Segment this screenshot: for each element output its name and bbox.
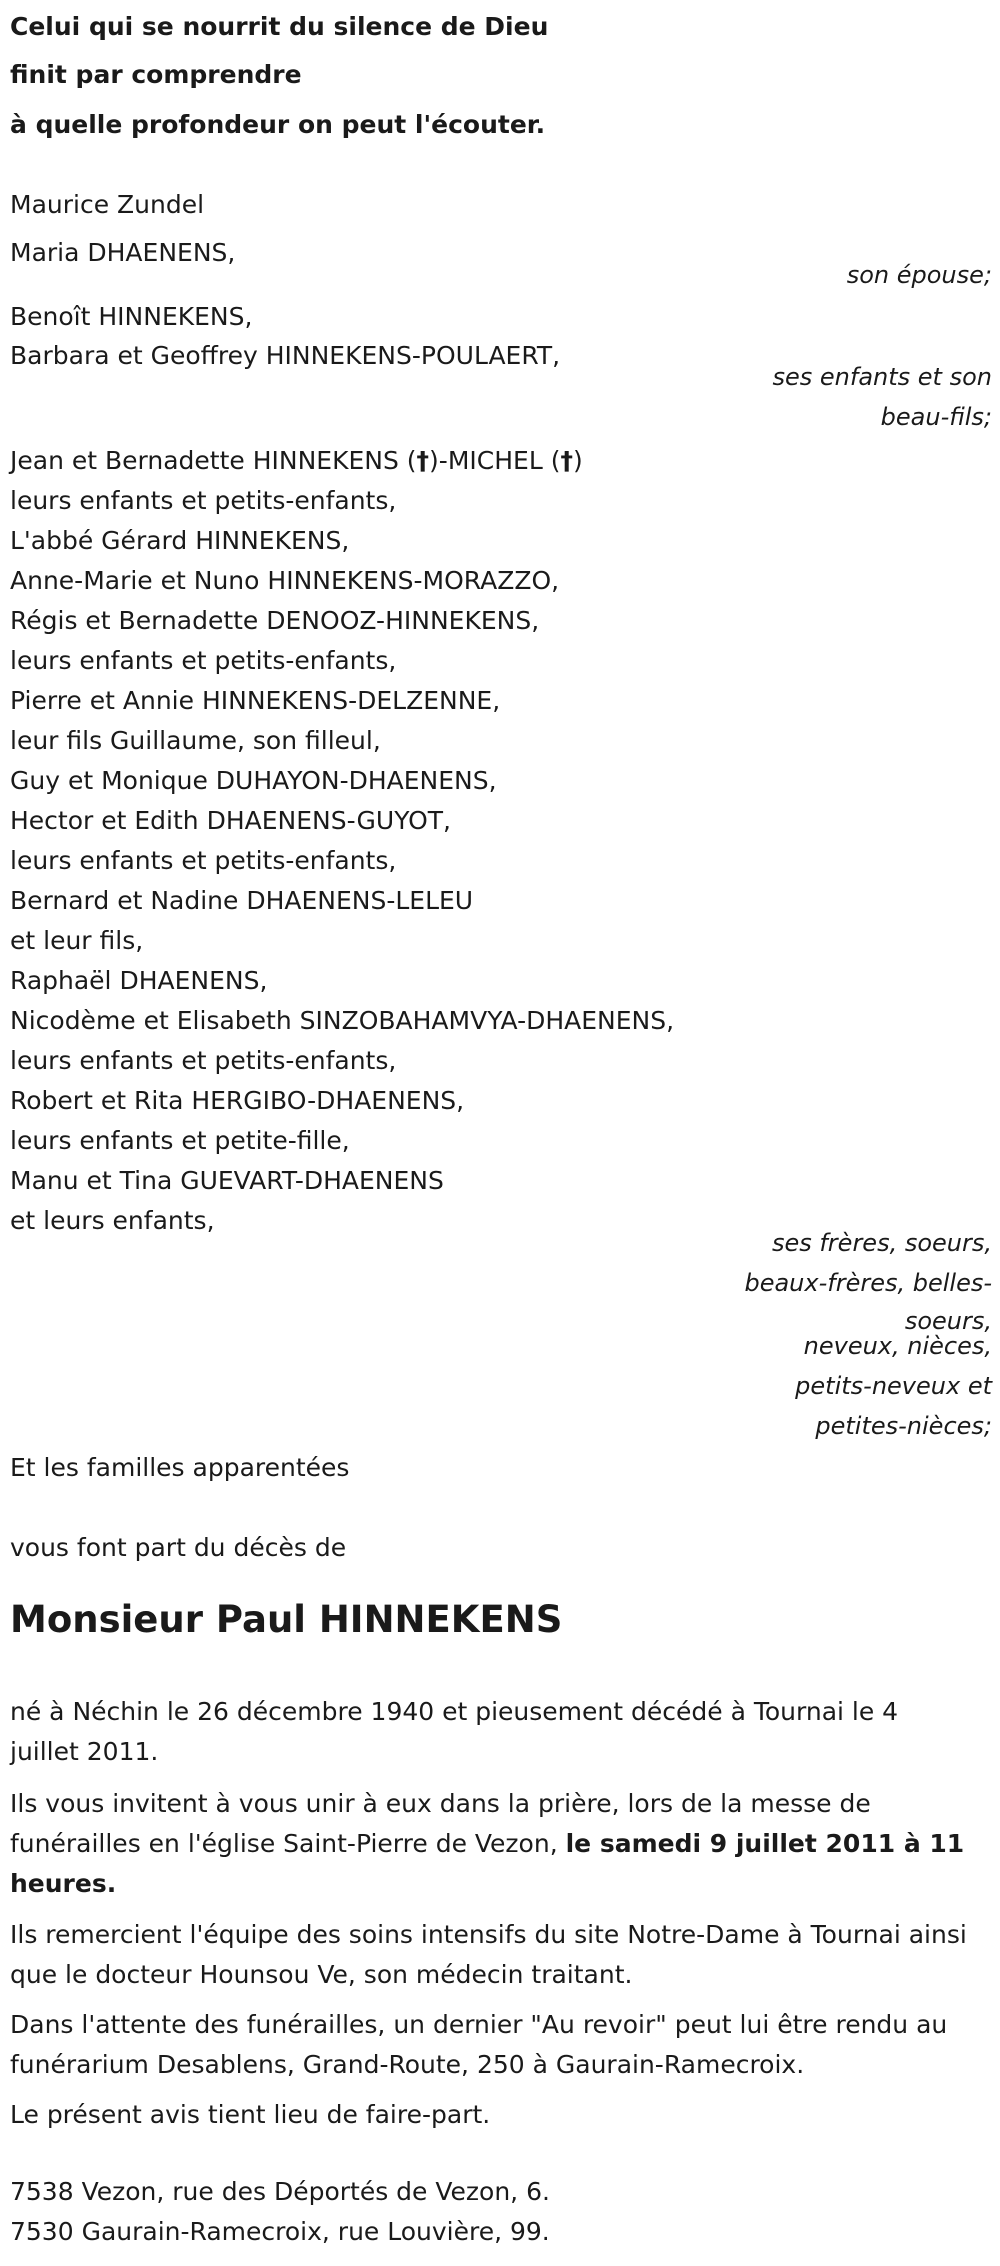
family-line: Anne-Marie et Nuno HINNEKENS-MORAZZO,	[10, 566, 560, 595]
cross-icon: †	[416, 446, 430, 475]
deceased-name: Monsieur Paul HINNEKENS	[10, 1598, 563, 1641]
children-line: Barbara et Geoffrey HINNEKENS-POULAERT,	[10, 341, 561, 370]
family-line-part: )	[572, 446, 583, 475]
quote-line: Celui qui se nourrit du silence de Dieu	[10, 12, 549, 41]
family-role: beaux-frères, belles-	[744, 1269, 992, 1297]
family-line: et leur fils,	[10, 926, 144, 955]
family-role: petites-nièces;	[815, 1412, 992, 1440]
family-line-part: Jean et Bernadette HINNEKENS (	[10, 446, 417, 475]
invitation	[10, 1784, 970, 1904]
family-line: Manu et Tina GUEVART-DHAENENS	[10, 1166, 444, 1195]
family-line: et leurs enfants,	[10, 1206, 215, 1235]
family-line: Hector et Edith DHAENENS-GUYOT,	[10, 806, 452, 835]
family-line: Pierre et Annie HINNEKENS-DELZENNE,	[10, 686, 501, 715]
family-line: leur fils Guillaume, son filleul,	[10, 726, 381, 755]
family-line: leurs enfants et petits-enfants,	[10, 646, 397, 675]
family-line: leurs enfants et petite-fille,	[10, 1126, 350, 1155]
family-role: neveux, nièces,	[803, 1332, 992, 1360]
family-line: Régis et Bernadette DENOOZ-HINNEKENS,	[10, 606, 540, 635]
address-line: 7530 Gaurain-Ramecroix, rue Louvière, 99.	[10, 2217, 550, 2246]
family-line: Nicodème et Elisabeth SINZOBAHAMVYA-DHAENENS,	[10, 1006, 675, 1035]
invitation-date: le samedi 9 juillet 2011 à 11 heures.	[10, 1829, 965, 1898]
notice: Le présent avis tient lieu de faire-part.	[10, 2100, 491, 2129]
quote-line: finit par comprendre	[10, 60, 302, 89]
thanks: Ils remercient l'équipe des soins intensifs du site Notre-Dame à Tournai ainsi que le docteur Hounsou Ve, son médecin traitant.	[10, 1920, 967, 1989]
family-line: leurs enfants et petits-enfants,	[10, 486, 397, 515]
family-role: soeurs,	[904, 1307, 992, 1335]
family-line: leurs enfants et petits-enfants,	[10, 1046, 397, 1075]
family-line: L'abbé Gérard HINNEKENS,	[10, 526, 350, 555]
families-text: Et les familles apparentées	[10, 1453, 350, 1482]
invitation-text: Ils vous invitent à vous unir à eux dans la prière, lors de la messe de funérailles en l'église Saint-Pierre de Vezon,	[10, 1789, 871, 1858]
funerarium: Dans l'attente des funérailles, un dernier "Au revoir" peut lui être rendu au funérarium Desablens, Grand-Route, 250 à Gaurain-Ramecroix.	[10, 2010, 948, 2079]
spouse-role: son épouse;	[846, 261, 992, 289]
cross-icon: †	[560, 446, 573, 475]
family-line: leurs enfants et petits-enfants,	[10, 846, 397, 875]
family-line: Robert et Rita HERGIBO-DHAENENS,	[10, 1086, 465, 1115]
family-line: Guy et Monique DUHAYON-DHAENENS,	[10, 766, 497, 795]
address-line: 7538 Vezon, rue des Déportés de Vezon, 6.	[10, 2177, 550, 2206]
family-line: Bernard et Nadine DHAENENS-LELEU	[10, 886, 474, 915]
children-line: Benoît HINNEKENS,	[10, 302, 253, 331]
family-line-first	[10, 441, 583, 481]
family-line-part: )-MICHEL (	[429, 446, 561, 475]
quote-author: Maurice Zundel	[10, 190, 205, 219]
birth-death: né à Néchin le 26 décembre 1940 et pieusement décédé à Tournai le 4 juillet 2011.	[10, 1697, 899, 1766]
family-role: petits-neveux et	[795, 1372, 992, 1400]
children-role: ses enfants et son	[772, 363, 992, 391]
quote-line: à quelle profondeur on peut l'écouter.	[10, 110, 546, 139]
announce-text: vous font part du décès de	[10, 1533, 347, 1562]
family-role: ses frères, soeurs,	[771, 1229, 992, 1257]
children-role: beau-fils;	[880, 403, 992, 431]
spouse-name: Maria DHAENENS,	[10, 238, 236, 267]
family-line: Raphaël DHAENENS,	[10, 966, 268, 995]
